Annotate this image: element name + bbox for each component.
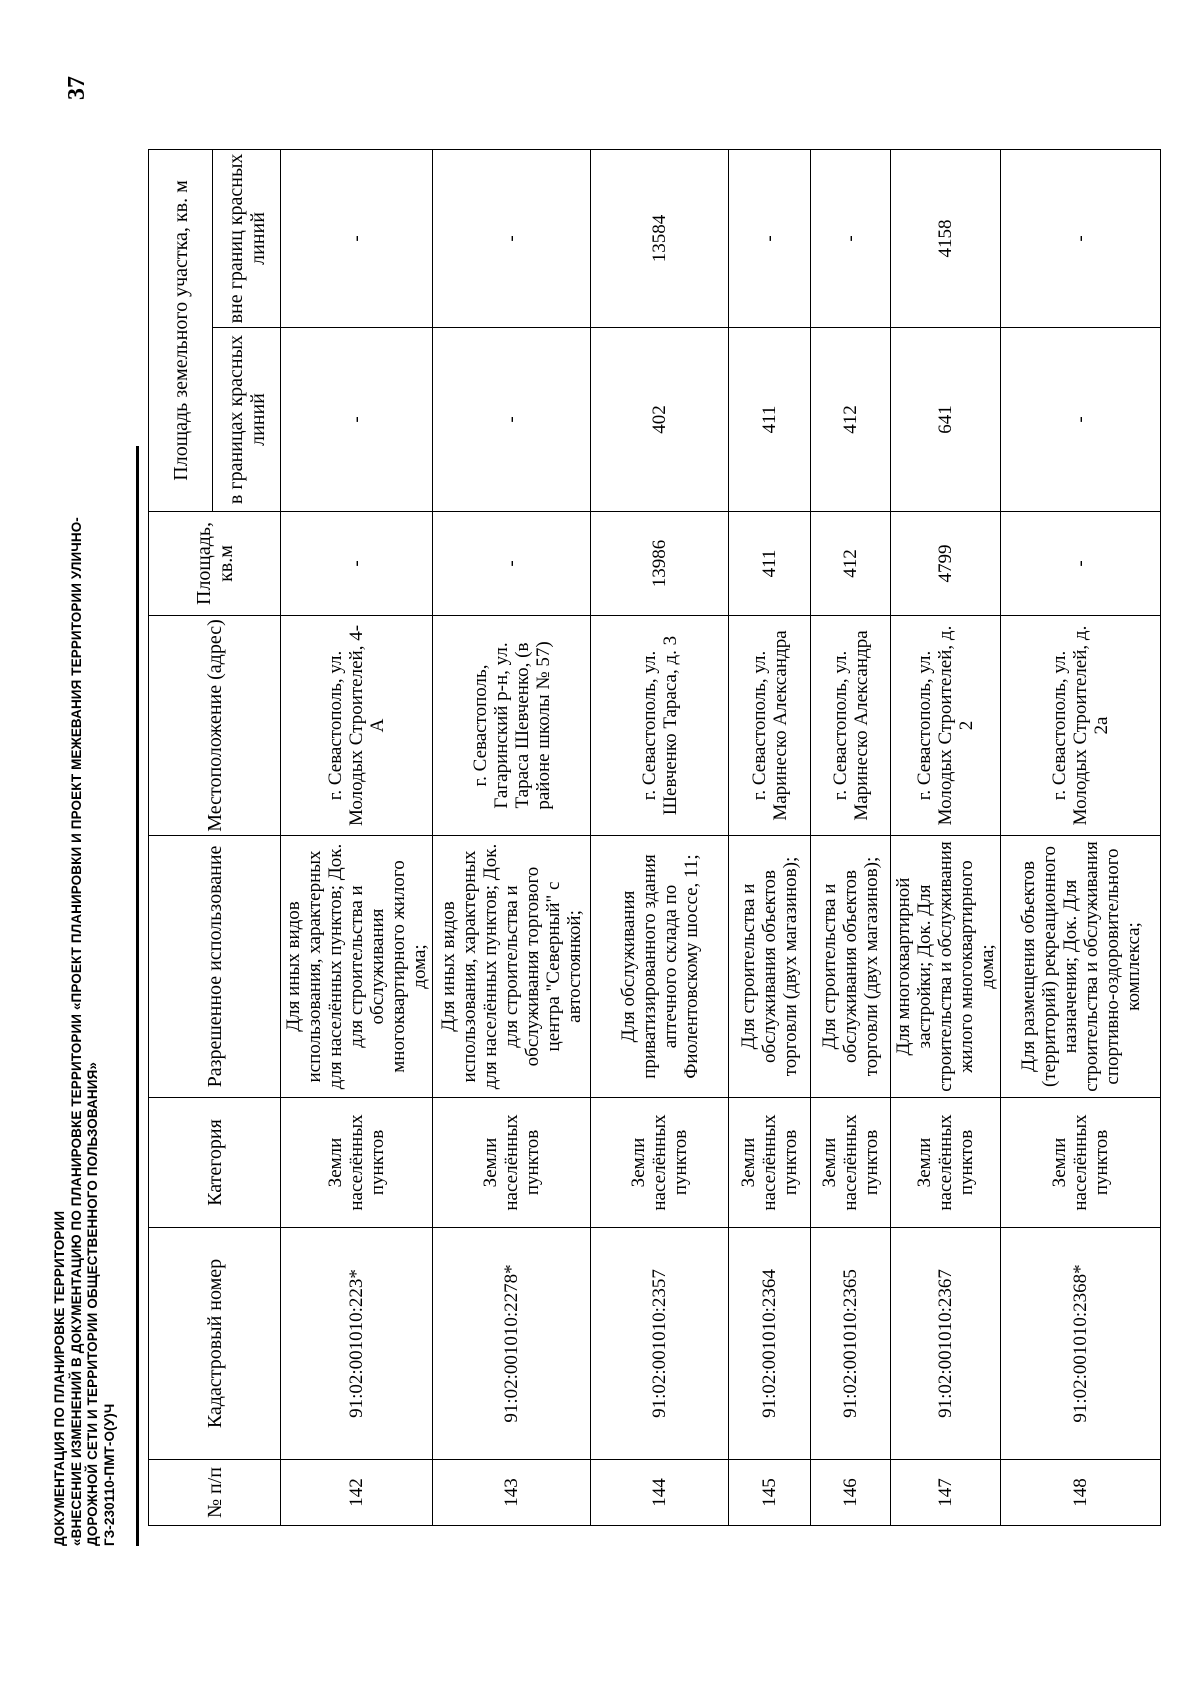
cell-area: 411 [729, 512, 811, 616]
cell-num: 142 [281, 1460, 433, 1526]
cell-num: 143 [433, 1460, 591, 1526]
table-row [281, 149, 433, 1525]
cell-cadastral: 91:02:001010:2364 [729, 1228, 811, 1460]
cell-area: - [281, 512, 433, 616]
land-plots-table [148, 149, 1161, 1526]
table-row [729, 149, 811, 1525]
col-header-outside-red-lines: вне границ красных линий [213, 149, 281, 327]
header-line-4: ГЗ-230110-ПМТ-О(У)Ч [101, 1403, 117, 1546]
table-row [591, 149, 729, 1525]
cell-cadastral: 91:02:001010:2368* [1001, 1228, 1161, 1460]
table-body [281, 149, 1161, 1525]
col-header-area: Площадь, кв.м [149, 512, 281, 616]
cell-category: Земли населённых пунктов [433, 1098, 591, 1228]
cell-cadastral: 91:02:001010:2367 [891, 1228, 1001, 1460]
cell-area-outside: - [433, 149, 591, 327]
table-row [891, 149, 1001, 1525]
cell-area-outside: 13584 [591, 149, 729, 327]
cell-address: г. Севастополь, ул. Маринеско Александра [729, 616, 811, 836]
cell-area-inside: - [1001, 328, 1161, 512]
cell-area-inside: 412 [811, 328, 891, 512]
cell-use: Для многоквартирной застройки; Док. Для строительства и обслуживания жилого многоквартирного дома; [891, 836, 1001, 1098]
cell-category: Земли населённых пунктов [891, 1098, 1001, 1228]
cell-area: - [433, 512, 591, 616]
table-row [433, 149, 591, 1525]
cell-area-inside: 411 [729, 328, 811, 512]
col-header-num: № п/п [149, 1460, 281, 1526]
document-header [52, 246, 118, 1546]
cell-address: г. Севастополь, ул. Молодых Строителей, д. 2а [1001, 616, 1161, 836]
cell-address: г. Севастополь, ул. Молодых Строителей, 4-А [281, 616, 433, 836]
cell-area-outside: 4158 [891, 149, 1001, 327]
header-line-3: ДОРОЖНОЙ СЕТИ И ТЕРРИТОРИИ ОБЩЕСТВЕННОГО ПОЛЬЗОВАНИЯ» [85, 1062, 100, 1546]
cell-num: 147 [891, 1460, 1001, 1526]
cell-category: Земли населённых пунктов [281, 1098, 433, 1228]
page-number: 37 [64, 76, 90, 100]
col-header-address: Местоположение (адрес) [149, 616, 281, 836]
header-line-2: «ВНЕСЕНИЕ ИЗМЕНЕНИЙ В ДОКУМЕНТАЦИЮ ПО ПЛАНИРОВКЕ ТЕРРИТОРИИ «ПРОЕКТ ПЛАНИРОВКИ И ПРОЕКТ МЕЖЕВАНИЯ ТЕРРИТОРИИ УЛИЧНО- [68, 517, 84, 1546]
cell-use: Для иных видов использования, характерных для населённых пунктов; Док. для строительства и обслуживания торгового центра "Северный" с автостоянкой; [433, 836, 591, 1098]
cell-area: - [1001, 512, 1161, 616]
cell-num: 145 [729, 1460, 811, 1526]
cell-address: г. Севастополь, Гагаринский р-н, ул. Тараса Шевченко, (в районе школы № 57) [433, 616, 591, 836]
cell-area: 412 [811, 512, 891, 616]
cell-num: 144 [591, 1460, 729, 1526]
col-header-plot-area: Площадь земельного участка, кв. м [149, 149, 213, 511]
cell-cadastral: 91:02:001010:223* [281, 1228, 433, 1460]
cell-use: Для иных видов использования, характерных для населённых пунктов; Док. для строительства и обслуживания многоквартирного жилого дома; [281, 836, 433, 1098]
cell-use: Для строительства и обслуживания объектов торговли (двух магазинов); [729, 836, 811, 1098]
cell-area-inside: - [433, 328, 591, 512]
cell-num: 148 [1001, 1460, 1161, 1526]
cell-address: г. Севастополь, ул. Маринеско Александра [811, 616, 891, 836]
col-header-category: Категория [149, 1098, 281, 1228]
col-header-cadastral: Кадастровый номер [149, 1228, 281, 1460]
table-row [811, 149, 891, 1525]
cell-cadastral: 91:02:001010:2357 [591, 1228, 729, 1460]
cell-category: Земли населённых пунктов [729, 1098, 811, 1228]
col-header-inside-red-lines: в границах красных линий [213, 328, 281, 512]
header-line-1: ДОКУМЕНТАЦИЯ ПО ПЛАНИРОВКЕ ТЕРРИТОРИИ [52, 1210, 67, 1546]
header-divider [136, 446, 139, 1546]
cell-address: г. Севастополь, ул. Шевченко Тараса, д. 3 [591, 616, 729, 836]
cell-category: Земли населённых пунктов [811, 1098, 891, 1228]
cell-area-inside: 402 [591, 328, 729, 512]
cell-area-outside: - [729, 149, 811, 327]
col-header-use: Разрешенное использование [149, 836, 281, 1098]
cell-cadastral: 91:02:001010:2365 [811, 1228, 891, 1460]
cell-category: Земли населённых пунктов [591, 1098, 729, 1228]
cell-area-outside: - [811, 149, 891, 327]
table-row [1001, 149, 1161, 1525]
cell-cadastral: 91:02:001010:2278* [433, 1228, 591, 1460]
cell-address: г. Севастополь, ул. Молодых Строителей, д. 2 [891, 616, 1001, 836]
cell-num: 146 [811, 1460, 891, 1526]
cell-area-inside: 641 [891, 328, 1001, 512]
cell-use: Для обслуживания приватизированного здания аптечного склада по Фиолентовскому шоссе, 11; [591, 836, 729, 1098]
cell-area-outside: - [1001, 149, 1161, 327]
cell-use: Для размещения объектов (территорий) рекреационного назначения; Док. Для строительства и обслуживания спортивно-оздоровительного комплекса; [1001, 836, 1161, 1098]
cell-area-outside: - [281, 149, 433, 327]
cell-use: Для строительства и обслуживания объектов торговли (двух магазинов); [811, 836, 891, 1098]
cell-area-inside: - [281, 328, 433, 512]
cell-area: 13986 [591, 512, 729, 616]
cell-category: Земли населённых пунктов [1001, 1098, 1161, 1228]
cell-area: 4799 [891, 512, 1001, 616]
